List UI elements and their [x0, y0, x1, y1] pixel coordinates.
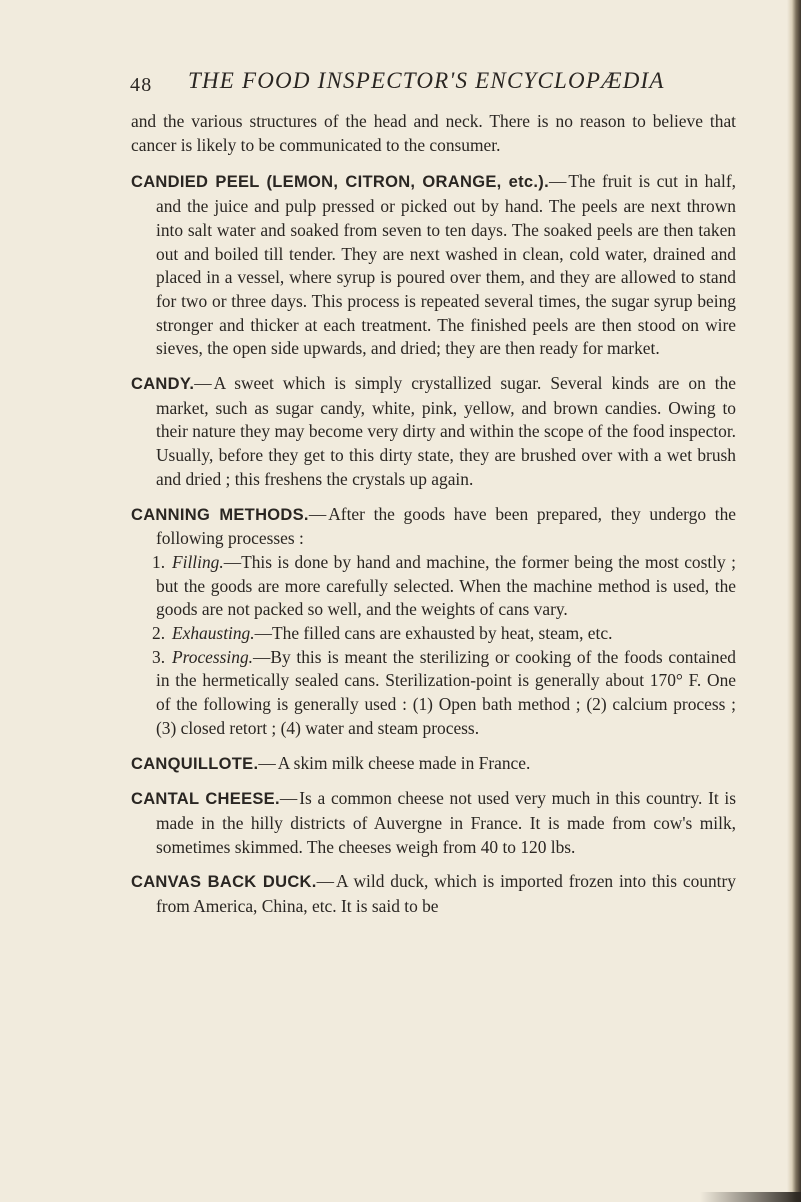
canning-step-processing [131, 646, 736, 741]
step-number: 1. [152, 551, 166, 572]
entry-text: A wild duck, which is imported frozen into this country from America, China, etc. It is said to be [156, 871, 736, 917]
em-dash: — [548, 171, 567, 192]
step-title: Exhausting. [172, 623, 255, 644]
step-number: 2. [152, 623, 166, 644]
entry-canquillote [131, 752, 736, 777]
entry-text: Is a common cheese not used very much in this country. It is made in the hilly districts of Auvergne in France. It is made from cow's milk, sometimes skimmed. The cheeses weigh from 40 to 120 lbs. [156, 788, 736, 857]
canning-step-filling [131, 551, 736, 622]
entry-term: CANTAL CHEESE. [131, 790, 280, 809]
page-body [131, 110, 736, 919]
entry-term: CANDY. [131, 375, 195, 394]
entry-text: After the goods have been prepared, they undergo the following processes : [156, 503, 736, 549]
entry-term: CANNING METHODS. [131, 505, 309, 524]
em-dash: — [252, 646, 271, 667]
entry-canvas-back-duck [131, 870, 736, 918]
em-dash: — [194, 373, 212, 394]
entry-term: CANVAS BACK DUCK. [131, 873, 317, 892]
em-dash: — [316, 871, 335, 892]
entry-text: A sweet which is simply crystallized sugar. Several kinds are on the market, such as sugar candy, white, pink, yellow, and brown candies. Owing to their nature they may become very dirty and within the scope of the food inspector. Usually, before they get to this dirty state, they are brushed over with a wet brush and dried ; this freshens the crystals up again. [156, 373, 736, 489]
em-dash: — [254, 623, 272, 644]
entry-candied-peel [131, 170, 736, 361]
entry-text: A skim milk cheese made in France. [277, 752, 531, 773]
step-number: 3. [152, 646, 166, 667]
em-dash: — [279, 788, 298, 809]
em-dash: — [223, 551, 242, 572]
step-text: By this is meant the sterilizing or cooking of the foods contained in the hermetically sealed cans. Sterilization-point is generally about 170° F. One of the following is generally used : (1) Open bath method ; (2) calcium process ; (3) closed retort ; (4) water and steam process. [156, 646, 736, 738]
canning-step-exhausting [131, 622, 736, 646]
step-text: This is done by hand and machine, the former being the most costly ; but the goods are more carefully selected. When the machine method is used, the goods are not packed so well, and the weights of cans vary. [156, 551, 736, 620]
entry-canning-methods [131, 503, 736, 551]
continuation-paragraph: and the various structures of the head and neck. There is no reason to believe that cancer is likely to be communicated to the consumer. [131, 111, 736, 155]
page-number: 48 [130, 74, 153, 96]
entry-term: CANQUILLOTE. [131, 754, 259, 773]
page-bottom-shadow [700, 1192, 801, 1202]
entry-text: The fruit is cut in half, and the juice and pulp pressed or picked out by hand. The peels are next thrown into salt water and soaked from seven to ten days. The soaked peels are then taken out and boiled till tender. They are next washed in clean, cold water, drained and placed in a vessel, where syrup is poured over them, and they are allowed to stand for two or three days. This process is repeated several times, the sugar syrup being stronger and thicker at each treatment. The finished peels are then stood on wire sieves, the open side upwards, and dried; they are then ready for market. [156, 171, 736, 359]
page-header [130, 68, 750, 108]
em-dash: — [308, 503, 327, 524]
entry-term: CANDIED PEEL (LEMON, CITRON, ORANGE, etc.). [131, 173, 549, 192]
entry-cantal-cheese [131, 787, 736, 859]
page-edge-shadow [787, 0, 801, 1202]
em-dash: — [258, 752, 276, 773]
step-text: The filled cans are exhausted by heat, steam, etc. [272, 623, 613, 644]
step-title: Filling. [172, 551, 224, 572]
step-title: Processing. [172, 646, 253, 667]
entry-candy [131, 372, 736, 492]
running-title: THE FOOD INSPECTOR'S ENCYCLOPÆDIA [188, 68, 665, 93]
